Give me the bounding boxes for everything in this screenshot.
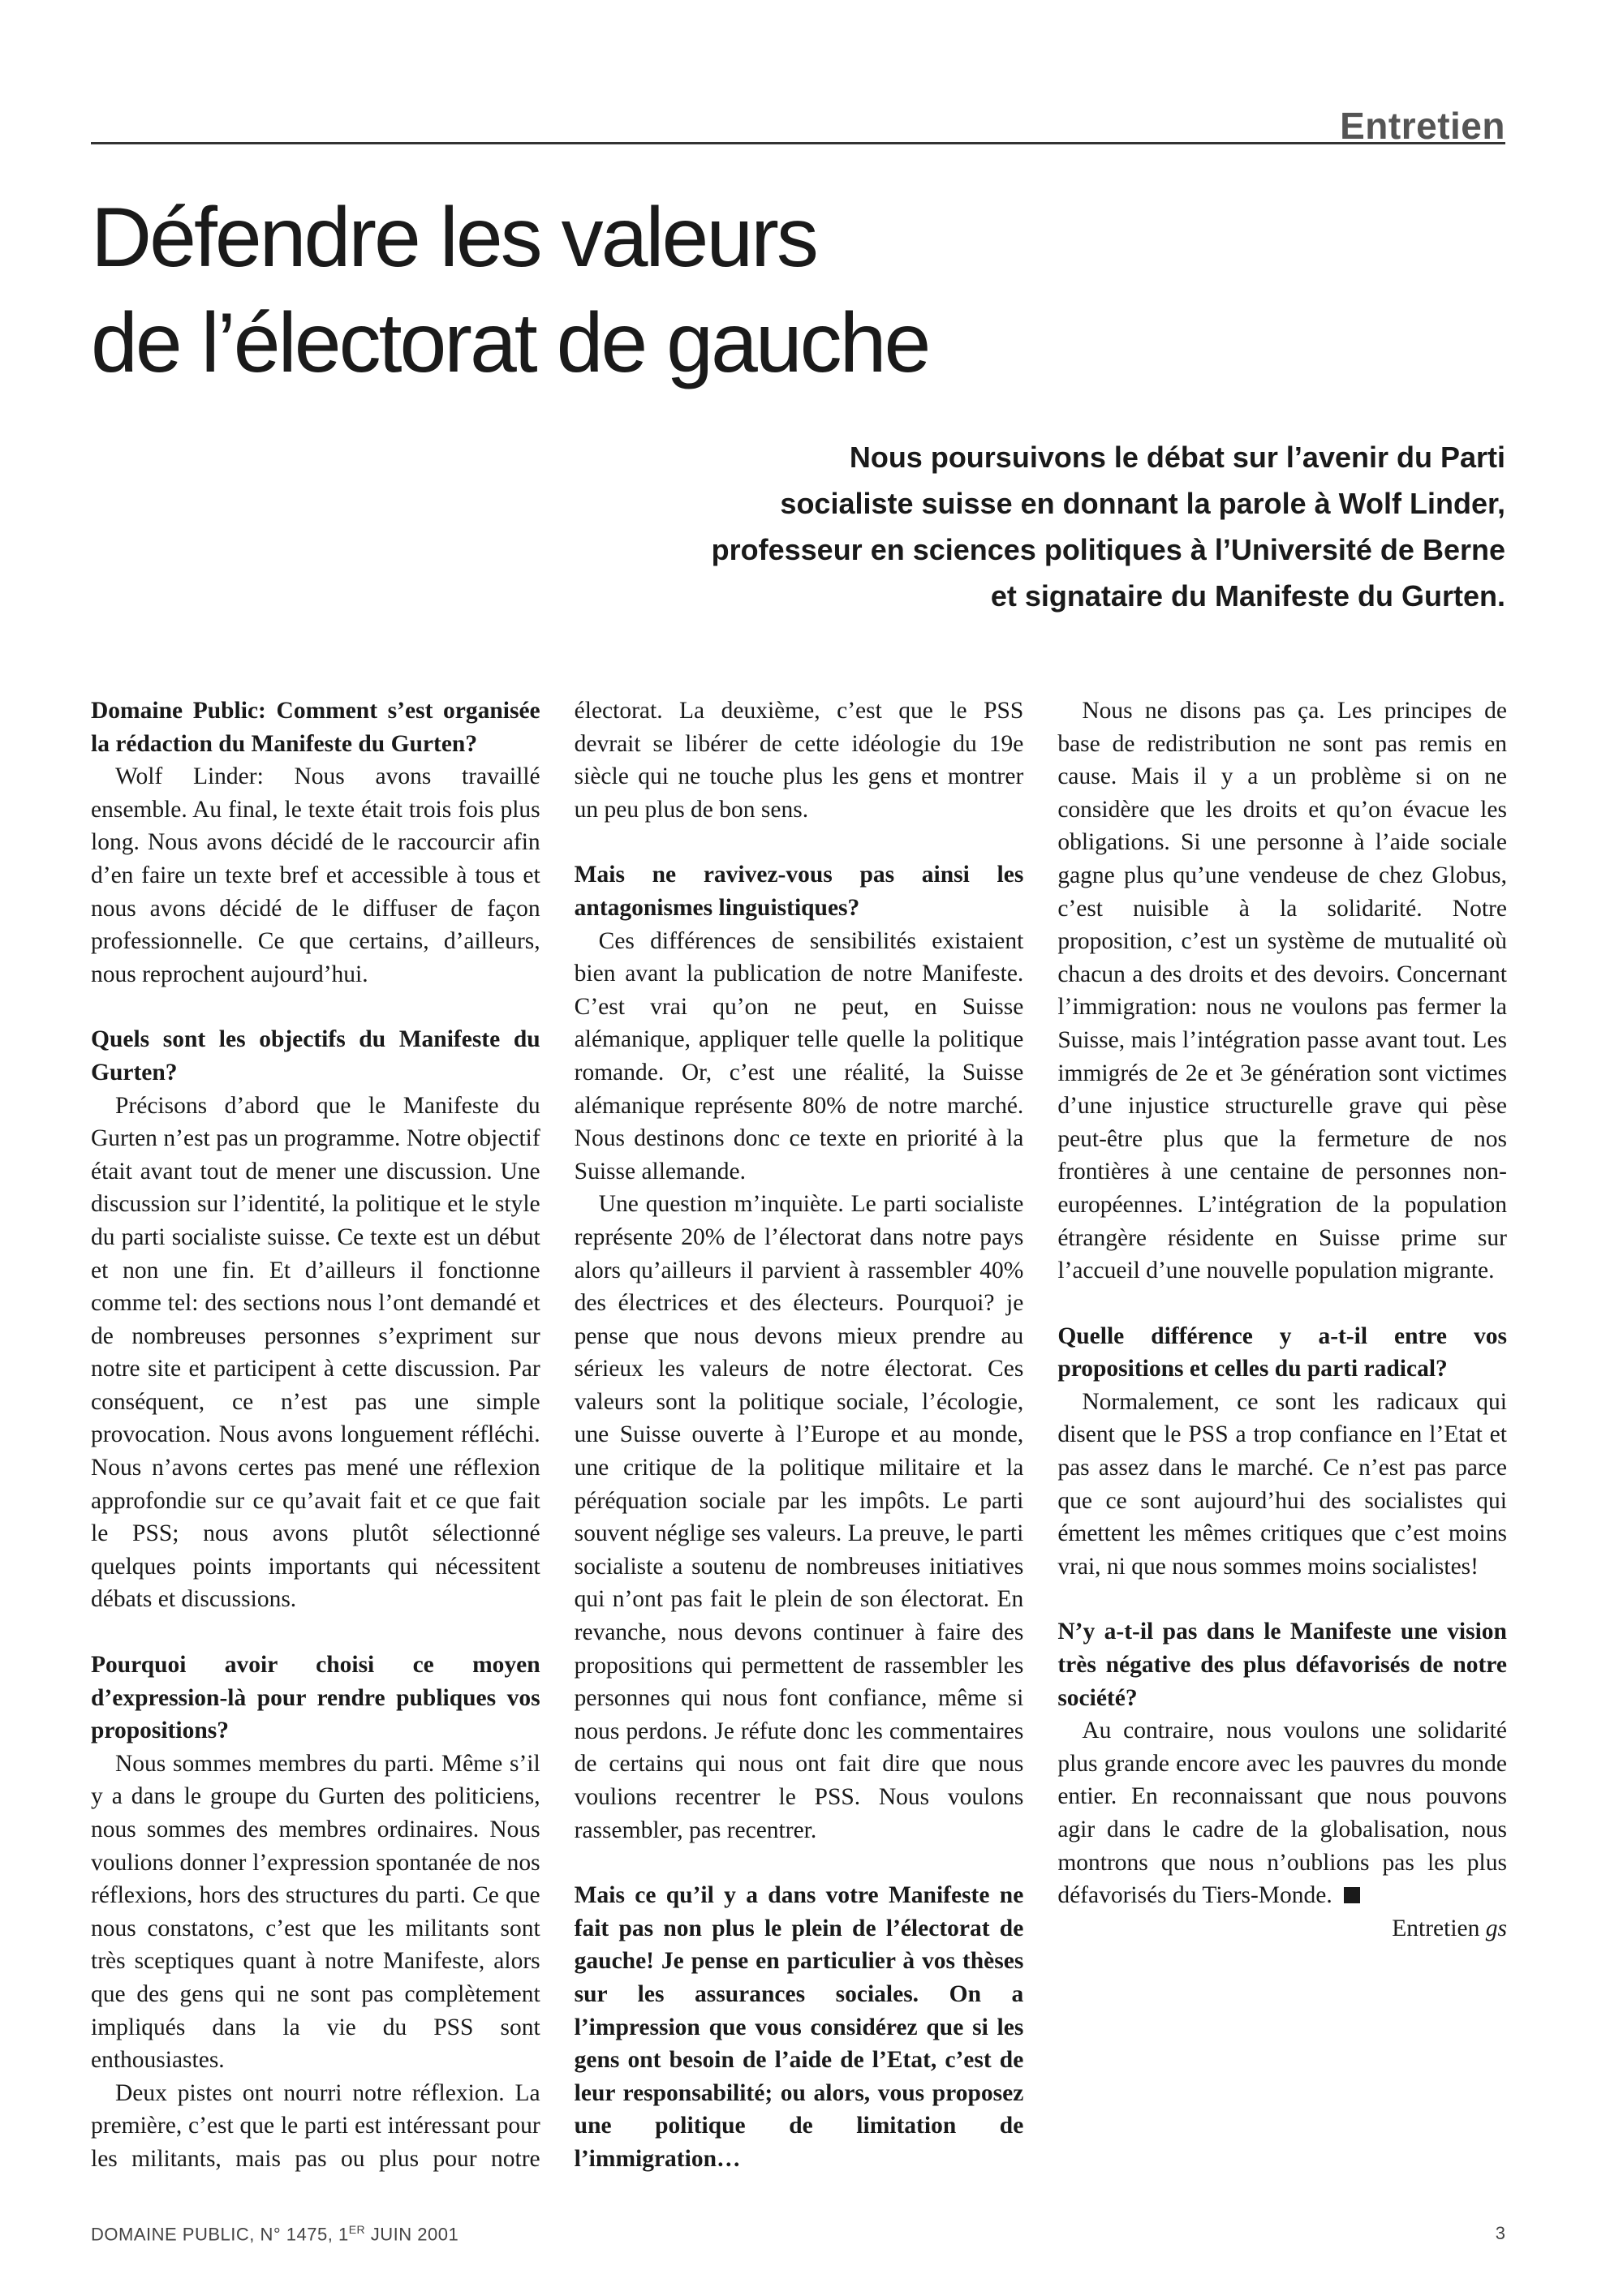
answer-1-text: : Nous avons travaillé ensemble. Au final, le texte était trois fois plus long. Nous avons décidé de le raccourcir afin d’en faire un texte bref et accessible à tous et nous avons décidé de le diffuser de façon professionnelle. Ce que certains, d’ailleurs, nous reprochent aujourd’hui.	[91, 763, 540, 987]
question-3: Pourquoi avoir choisi ce moyen d’expression-là pour rendre publiques vos propositions?	[91, 1652, 540, 1744]
lede-line-1: Nous poursuivons le débat sur l’avenir du Parti	[849, 441, 1505, 474]
question-1: Domaine Public: Comment s’est organisée la rédaction du Manifeste du Gurten?	[91, 698, 540, 757]
end-mark-icon	[1344, 1887, 1360, 1903]
answer-7	[1057, 1714, 1507, 1912]
question-6: Quelle différence y a-t-il entre vos propositions et celles du parti radical?	[1057, 1322, 1507, 1382]
answer-2: Précisons d’abord que le Manifeste du Gurten n’est pas un programme. Notre objectif était avant tout de mener une discussion. Une discussion sur l’identité, la politique et le style du parti socialiste suisse. Ce texte est un début et non une fin. Et d’ailleurs il fonctionne comme tel: des sections nous l’ont demandé et de nombreuses personnes s’expriment sur notre site et participent à cette discussion. Par conséquent, ce n’est pas une simple provocation. Nous avons longuement réfléchi. Nous n’avons certes pas mené une réflexion approfondie sur ce qu’avait fait et ce que fait le PSS; nous avons plutôt sélectionné quelques points importants qui nécessitent débats et discussions.	[91, 1092, 540, 1613]
answer-6: Normalement, ce sont les radicaux qui disent que le PSS a trop confiance en l’Etat et pas assez dans le marché. Ce n’est pas parce que ce sont aujourd’hui des socialistes qui émettent les mêmes critiques que c’est moins vrai, ni que nous sommes moins socialistes!	[1057, 1388, 1507, 1580]
section-label: Entretien	[1340, 105, 1505, 147]
answer-3-paragraph-1: Nous sommes membres du parti. Même s’il y a dans le groupe du Gurten des politiciens, nous sommes des membres ordinaires. Nous voulions donner l’expression spontanée de nos réflexions, hors des structures du parti. Ce que nous constatons, c’est que les militants sont très sceptiques quant à notre Manifeste, alors que des gens qui ne sont pas complètement impliqués dans la vie du PSS sont enthousiastes.	[91, 1750, 540, 2074]
article-body	[91, 694, 1507, 2179]
answer-4-paragraph-2: Une question m’inquiète. Le parti socialiste représente 20% de l’électorat dans notre pays alors qu’ailleurs il parvient à rassembler 40% des électrices et des électeurs. Pourquoi? je pense que nous devons mieux prendre au sérieux les valeurs de notre électorat. Ces valeurs sont la politique sociale, l’écologie, une Suisse ouverte à l’Europe et au monde, une critique de la politique militaire et la péréquation sociale par les impôts. Le parti souvent néglige ses valeurs. La preuve, le parti socialiste a soutenu de nombreuses initiatives qui n’ont pas fait le plein de son électorat. En revanche, nous devons continuer à faire des propositions qui permettent de rassembler les personnes qui nous font confiance, même si nous perdons. Je réfute donc les commentaires de certains qui nous ont fait dire que nous voulions recentrer le PSS. Nous voulons rassembler, pas recentrer.	[574, 1191, 1024, 1843]
question-4: Mais ne ravivez-vous pas ainsi les antagonismes linguistiques?	[574, 862, 1024, 921]
top-rule	[91, 142, 1505, 144]
credit-initials: gs	[1485, 1915, 1507, 1941]
footer-issue: DOMAINE PUBLIC, N° 1475, 1	[91, 2224, 349, 2245]
article-title	[91, 185, 1470, 396]
lede-line-3: professeur en sciences politiques à l’Université de Berne	[711, 533, 1505, 566]
footer-date-sup: ER	[348, 2223, 366, 2236]
answer-7-text: Au contraire, nous voulons une solidarité plus grande encore avec les pauvres du monde entier. En reconnaissant que nous pouvons agir dans le cadre de la globalisation, nous montrons que nous n’oublions pas les plus défavorisés du Tiers-Monde.	[1057, 1718, 1507, 1909]
footer-date: JUIN 2001	[365, 2224, 459, 2245]
question-7: N’y a-t-il pas dans le Manifeste une vision très négative des plus défavorisés de notre société?	[1057, 1619, 1507, 1711]
page-number: 3	[1495, 2223, 1505, 2243]
answer-3-paragraph-2: Deux pistes ont nourri notre réflexion. La première, c’est que le parti est intéressant pour les militants, mais pas ou plus pour notre électorat. La deuxième, c’est que le PSS devrait se libérer de cette idéologie du 19e siècle qui ne touche plus les gens et montrer un peu plus de bon sens.	[91, 698, 1024, 2172]
question-5: Mais ce qu’il y a dans votre Manifeste ne fait pas non plus le plein de l’électorat de gauche! Je pense en particulier à vos thèses sur les assurances sociales. On a l’impression que vous considérez que si les gens ont besoin de l’aide de l’Etat, c’est de leur responsabilité; ou alors, vous proposez une politique de limitation de l’immigration…	[574, 1882, 1024, 2172]
answer-1	[91, 760, 540, 991]
lede-line-2: socialiste suisse en donnant la parole à Wolf Linder,	[780, 487, 1505, 520]
lede-line-4: et signataire du Manifeste du Gurten.	[990, 579, 1505, 613]
article-lede	[369, 434, 1505, 619]
question-2: Quels sont les objectifs du Manifeste du Gurten?	[91, 1026, 540, 1086]
title-line-2: de l’électorat de gauche	[91, 296, 929, 390]
answer-4-paragraph-1: Ces différences de sensibilités existaient bien avant la publication de notre Manifeste. C’est vrai qu’on ne peut, en Suisse alémanique, appliquer telle quelle la politique romande. Or, c’est une réalité, la Suisse alémanique représente 80% de notre marché. Nous destinons donc ce texte en priorité à la Suisse allemande.	[574, 927, 1024, 1185]
credit-label: Entretien	[1392, 1915, 1480, 1941]
speaker-name: Wolf Linder	[115, 763, 257, 790]
answer-5: Nous ne disons pas ça. Les principes de base de redistribution ne sont pas remis en cause. Mais il y a un problème si on ne considère que les droits et qu’on évacue les obligations. Si une personne à l’aide sociale gagne plus qu’une vendeuse de chez Globus, c’est nuisible à la solidarité. Notre proposition, c’est un système de mutualité où chacun a des droits et des devoirs. Concernant l’immigration: nous ne voulons pas fermer la Suisse, mais l’intégration passe avant tout. Les immigrés de 2e et 3e génération sont victimes d’une injustice structurelle grave qui pèse peut-être plus que la fermeture de nos frontières à une centaine de personnes non-européennes. L’intégration de la population étrangère résidente en Suisse prime sur l’accueil d’une nouvelle population migrante.	[1057, 698, 1507, 1284]
interview-credit	[1057, 1912, 1507, 1946]
footer-publication	[91, 2223, 458, 2245]
title-line-1: Défendre les valeurs	[91, 191, 816, 285]
